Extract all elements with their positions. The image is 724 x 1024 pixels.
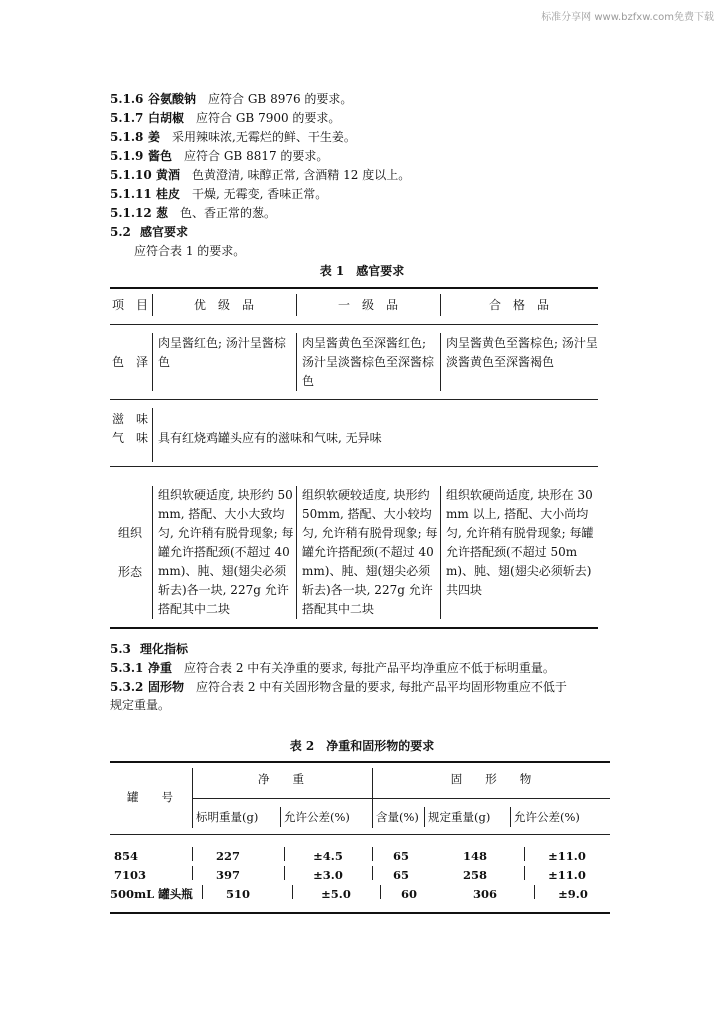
table1-texture-premium: 组织软硬适度, 块形约 50mm, 搭配、大小大致均匀, 允许稍有脱骨现象; 每罐允许搭配颈(不超过 40mm)、肫、翅(翅尖必须斩去)各一块, 227g 允许搭配其中二块 — [158, 488, 294, 616]
table2-solid-tol: ±9.0 — [558, 887, 588, 901]
table1-header-rule — [110, 324, 598, 325]
table2-col-divider — [524, 847, 525, 861]
table2-can: 500mL 罐头瓶 — [110, 887, 193, 901]
table2-solid-tol: ±11.0 — [548, 868, 586, 882]
table1-col-divider — [440, 333, 441, 391]
table2-header-can: 罐 号 — [127, 790, 173, 804]
table2-content: 65 — [392, 849, 409, 863]
table2-col-divider — [284, 866, 285, 880]
table2-col-divider — [292, 885, 293, 899]
table2-content: 65 — [392, 868, 409, 882]
table2-col-divider — [380, 885, 381, 899]
clause-5-3-2: 5.3.2 固形物 应符合表 2 中有关固形物含量的要求, 每批产品平均固形物重应不低于 — [110, 680, 567, 694]
table2-net: 397 — [215, 868, 240, 882]
table2-header-solid: 固 形 物 — [450, 772, 532, 786]
table2-top-rule — [110, 761, 610, 763]
table1-row-label-smell: 气 味 — [111, 431, 148, 445]
table1-row-label-texture: 组织 — [117, 526, 142, 540]
table2-net-tol: ±5.0 — [321, 887, 351, 901]
section-5-2-heading: 5.2 感官要求 — [110, 225, 189, 239]
clause-5-3-1: 5.3.1 净重 应符合表 2 中有关净重的要求, 每批产品平均净重应不低于标明重量。 — [110, 661, 555, 675]
clause-5-1-12: 5.1.12 葱 色、香正常的葱。 — [110, 206, 277, 220]
table2-col-divider — [534, 885, 535, 899]
table2-col-divider — [284, 847, 285, 861]
table2-net: 227 — [215, 849, 240, 863]
table1-row-rule — [110, 399, 598, 400]
table2-solid-tol: ±11.0 — [548, 849, 586, 863]
table2-sub-solid-tol: 允许公差(%) — [514, 810, 580, 824]
table2-col-divider — [424, 807, 425, 827]
table1-row-label-taste: 滋 味 — [111, 412, 148, 426]
table1-header-first: 一 级 品 — [337, 298, 398, 312]
table2-col-divider — [192, 847, 193, 861]
table2-net-tol: ±4.5 — [313, 849, 343, 863]
table2-col-divider — [524, 866, 525, 880]
clause-5-1-11: 5.1.11 桂皮 干燥, 无霉变, 香味正常。 — [110, 187, 328, 201]
table2-sub-content: 含量(%) — [376, 810, 419, 824]
clause-5-1-10: 5.1.10 黄酒 色黄澄清, 味醇正常, 含酒精 12 度以上。 — [110, 168, 411, 182]
table1-header-premium: 优 级 品 — [193, 298, 254, 312]
table1-row-label-form: 形态 — [117, 565, 142, 579]
table1-col-divider — [152, 333, 153, 391]
clause-5-1-9: 5.1.9 酱色 应符合 GB 8817 的要求。 — [110, 149, 329, 163]
table1-color-premium: 肉呈酱红色; 汤汁呈酱棕色 — [158, 336, 286, 369]
section-5-2-body: 应符合表 1 的要求。 — [134, 244, 246, 258]
table2-solid: 148 — [462, 849, 487, 863]
table2-can: 854 — [114, 849, 139, 863]
table1-col-divider — [296, 333, 297, 391]
table1-header-qualified: 合 格 品 — [488, 298, 549, 312]
table1-top-rule — [110, 287, 598, 289]
table2-col-divider — [280, 807, 281, 827]
table1-texture-qualified: 组织软硬尚适度, 块形在 30mm 以上, 搭配、大小尚均匀, 允许稍有脱骨现象; 每罐允许搭配颈(不超过 50mm)、肫、翅(翅尖必须斩去) 共四块 — [446, 488, 594, 597]
table1-color-first: 肉呈酱黄色至深酱红色; 汤汁呈淡酱棕色至深酱棕色 — [302, 336, 435, 388]
table2-col-divider — [192, 866, 193, 880]
table2-col-divider — [372, 866, 373, 880]
table1-color-qualified: 肉呈酱黄色至酱棕色; 汤汁呈淡酱黄色至深酱褐色 — [446, 336, 598, 369]
table2-solid: 306 — [472, 887, 497, 901]
table2-header-rule — [110, 834, 610, 835]
table2-bottom-rule — [110, 912, 610, 914]
table1-col-divider — [152, 486, 153, 619]
table1-row-rule — [110, 466, 598, 467]
clause-5-1-8: 5.1.8 姜 采用辣味浓,无霉烂的鲜、干生姜。 — [110, 130, 356, 144]
table2-sub-solid-weight: 规定重量(g) — [428, 810, 491, 824]
watermark: 标准分享网 www.bzfxw.com免费下载 — [541, 12, 714, 23]
table2-col-divider — [372, 847, 373, 861]
table2-net: 510 — [225, 887, 250, 901]
clause-5-1-6: 5.1.6 谷氨酸钠 应符合 GB 8976 的要求。 — [110, 92, 353, 106]
table2-content: 60 — [400, 887, 417, 901]
section-5-3-heading: 5.3 理化指标 — [110, 642, 189, 656]
table2-header-net: 净 重 — [258, 772, 304, 786]
table1-texture-first: 组织软硬较适度, 块形约 50mm, 搭配、大小较均匀, 允许稍有脱骨现象; 每罐允许搭配颈(不超过 40mm)、肫、翅(翅尖必须斩去)各一块, 227g 允许搭配其中二块 — [302, 488, 438, 616]
table2-col-divider — [510, 807, 511, 827]
table1-col-divider — [296, 486, 297, 619]
table2-sub-net-weight: 标明重量(g) — [196, 810, 259, 824]
table1-bottom-rule — [110, 627, 598, 629]
table2-net-tol: ±3.0 — [313, 868, 343, 882]
table1-caption: 表 1 感官要求 — [319, 264, 405, 278]
table2-solid: 258 — [462, 868, 487, 882]
table2-group-rule — [192, 798, 610, 799]
table2-can: 7103 — [114, 868, 147, 882]
clause-5-3-2-cont: 规定重量。 — [110, 698, 171, 712]
table2-sub-net-tol: 允许公差(%) — [284, 810, 350, 824]
table1-col-divider — [440, 486, 441, 619]
table1-col-divider — [152, 408, 153, 462]
table2-col-divider — [202, 885, 203, 899]
table2-caption: 表 2 净重和固形物的要求 — [289, 739, 435, 753]
clause-5-1-7: 5.1.7 白胡椒 应符合 GB 7900 的要求。 — [110, 111, 341, 125]
table1-row-label-color: 色 泽 — [111, 355, 148, 369]
table1-taste-text: 具有红烧鸡罐头应有的滋味和气味, 无异味 — [158, 431, 382, 445]
table1-header-item: 项 目 — [111, 298, 148, 312]
